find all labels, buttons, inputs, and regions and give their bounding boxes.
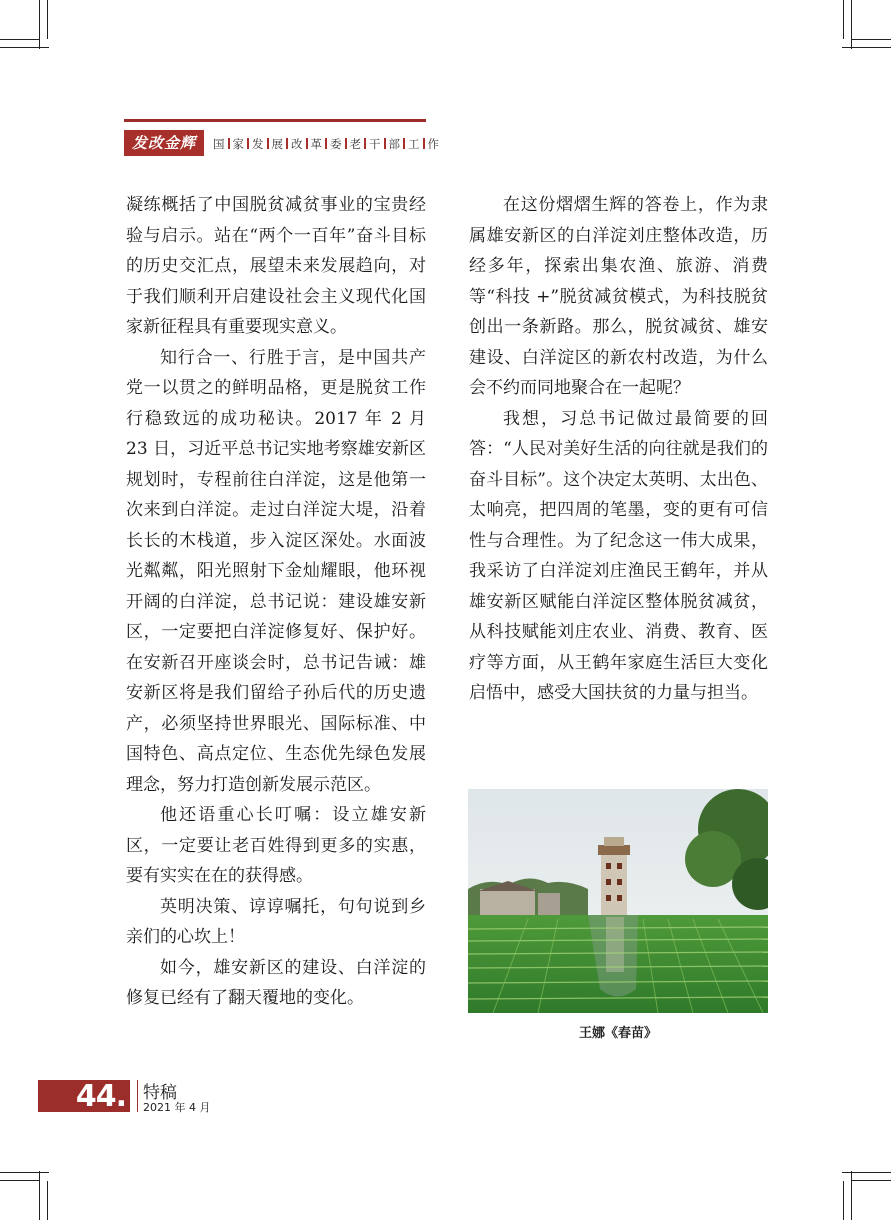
org-name-char: 展 xyxy=(271,137,283,151)
org-name-char: 革 xyxy=(310,137,322,151)
crop-mark xyxy=(39,0,40,49)
org-name-separator xyxy=(364,138,366,149)
org-name-char: 家 xyxy=(232,137,244,151)
crop-mark xyxy=(842,1172,891,1173)
org-name-char: 发 xyxy=(252,137,264,151)
crop-mark xyxy=(0,39,39,40)
issue-date: 2021 年 4 月 xyxy=(143,1101,211,1114)
paragraph: 他还语重心长叮嘱：设立雄安新区，一定要让老百姓得到更多的实惠，要有实实在在的获得感。 xyxy=(126,805,426,886)
org-name-char: 干 xyxy=(369,137,381,151)
crop-mark xyxy=(851,0,852,49)
article-left-column xyxy=(126,190,426,1014)
crop-mark xyxy=(47,0,48,39)
org-name-separator xyxy=(286,138,288,149)
org-name-separator xyxy=(247,138,249,149)
crop-mark xyxy=(842,47,891,48)
column-logo: 发改金辉 xyxy=(124,130,204,156)
org-name-char: 工 xyxy=(408,137,420,151)
paragraph: 知行合一、行胜于言，是中国共产党一以贯之的鲜明品格，更是脱贫工作行稳致远的成功秘诀。2017 年 2 月 23 日，习近平总书记实地考察雄安新区规划时，专程前往白洋淀，这是他第一次来到白洋淀。走过白洋淀大堤，沿着长长的木栈道，步入淀区深处。水面波光粼粼，阳光照射下金灿耀眼，他环视开阔的白洋淀，总书记说：建设雄安新区，一定要把白洋淀修复好、保护好。在安新召开座谈会时，总书记告诫：雄安新区将是我们留给子孙后代的历史遗产，必须坚持世界眼光、国际标准、中国特色、高点定位、生态优先绿色发展理念，努力打造创新发展示范区。 xyxy=(126,347,426,795)
crop-mark xyxy=(843,1181,844,1220)
org-name-char: 作 xyxy=(427,137,439,151)
org-name-separator xyxy=(325,138,327,149)
article-right-column xyxy=(469,190,768,709)
crop-mark xyxy=(852,1180,891,1181)
crop-mark xyxy=(852,39,891,40)
org-name-char: 改 xyxy=(291,137,303,151)
crop-mark xyxy=(0,1172,49,1173)
paragraph: 凝练概括了中国脱贫减贫事业的宝贵经验与启示。站在“两个一百年”奋斗目标的历史交汇点，展望未来发展趋向，对于我们顺利开启建设社会主义现代化国家新征程具有重要现实意义。 xyxy=(126,195,426,337)
org-name-separator xyxy=(306,138,308,149)
org-name-char: 委 xyxy=(330,137,342,151)
crop-mark xyxy=(0,1180,39,1181)
crop-mark xyxy=(47,1181,48,1220)
org-name-separator xyxy=(267,138,269,149)
org-name-separator xyxy=(403,138,405,149)
section-name: 特稿 xyxy=(143,1083,177,1103)
photo-caption: 王娜《春苗》 xyxy=(578,1026,657,1041)
org-name xyxy=(213,136,439,152)
paragraph: 在这份熠熠生辉的答卷上，作为隶属雄安新区的白洋淀刘庄整体改造，历经多年，探索出集农渔、旅游、消费等“科技 +”脱贫减贫模式，为科技脱贫创出一条新路。那么，脱贫减贫、雄安建设、白洋淀区的新农村改造，为什么会不约而同地聚合在一起呢？ xyxy=(469,195,768,398)
org-name-char: 老 xyxy=(349,137,361,151)
org-name-separator xyxy=(345,138,347,149)
org-name-separator xyxy=(228,138,230,149)
org-name-char: 国 xyxy=(213,137,225,151)
org-name-char: 部 xyxy=(388,137,400,151)
page-number: 44. xyxy=(38,1080,130,1112)
paragraph: 如今，雄安新区的建设、白洋淀的修复已经有了翻天覆地的变化。 xyxy=(126,957,426,1008)
crop-mark xyxy=(851,1171,852,1220)
org-name-separator xyxy=(423,138,425,149)
photo-illustration xyxy=(468,789,768,1013)
crop-mark xyxy=(39,1171,40,1220)
header-rule xyxy=(124,119,426,122)
photo-spring-seedlings xyxy=(468,789,768,1013)
paragraph: 我想，习总书记做过最简要的回答：“人民对美好生活的向往就是我们的奋斗目标”。这个决定太英明、太出色、太响亮，把四周的笔墨，变的更有可信性与合理性。为了纪念这一伟大成果，我采访了白洋淀刘庄渔民王鹤年，并从雄安新区赋能白洋淀区整体脱贫减贫，从科技赋能刘庄农业、消费、教育、医疗等方面，从王鹤年家庭生活巨大变化启悟中，感受大国扶贫的力量与担当。 xyxy=(469,408,768,703)
crop-mark xyxy=(843,0,844,39)
org-name-separator xyxy=(384,138,386,149)
footer-divider xyxy=(137,1080,138,1112)
crop-mark xyxy=(0,47,49,48)
paragraph: 英明决策、谆谆嘱托，句句说到乡亲们的心坎上！ xyxy=(126,896,426,947)
